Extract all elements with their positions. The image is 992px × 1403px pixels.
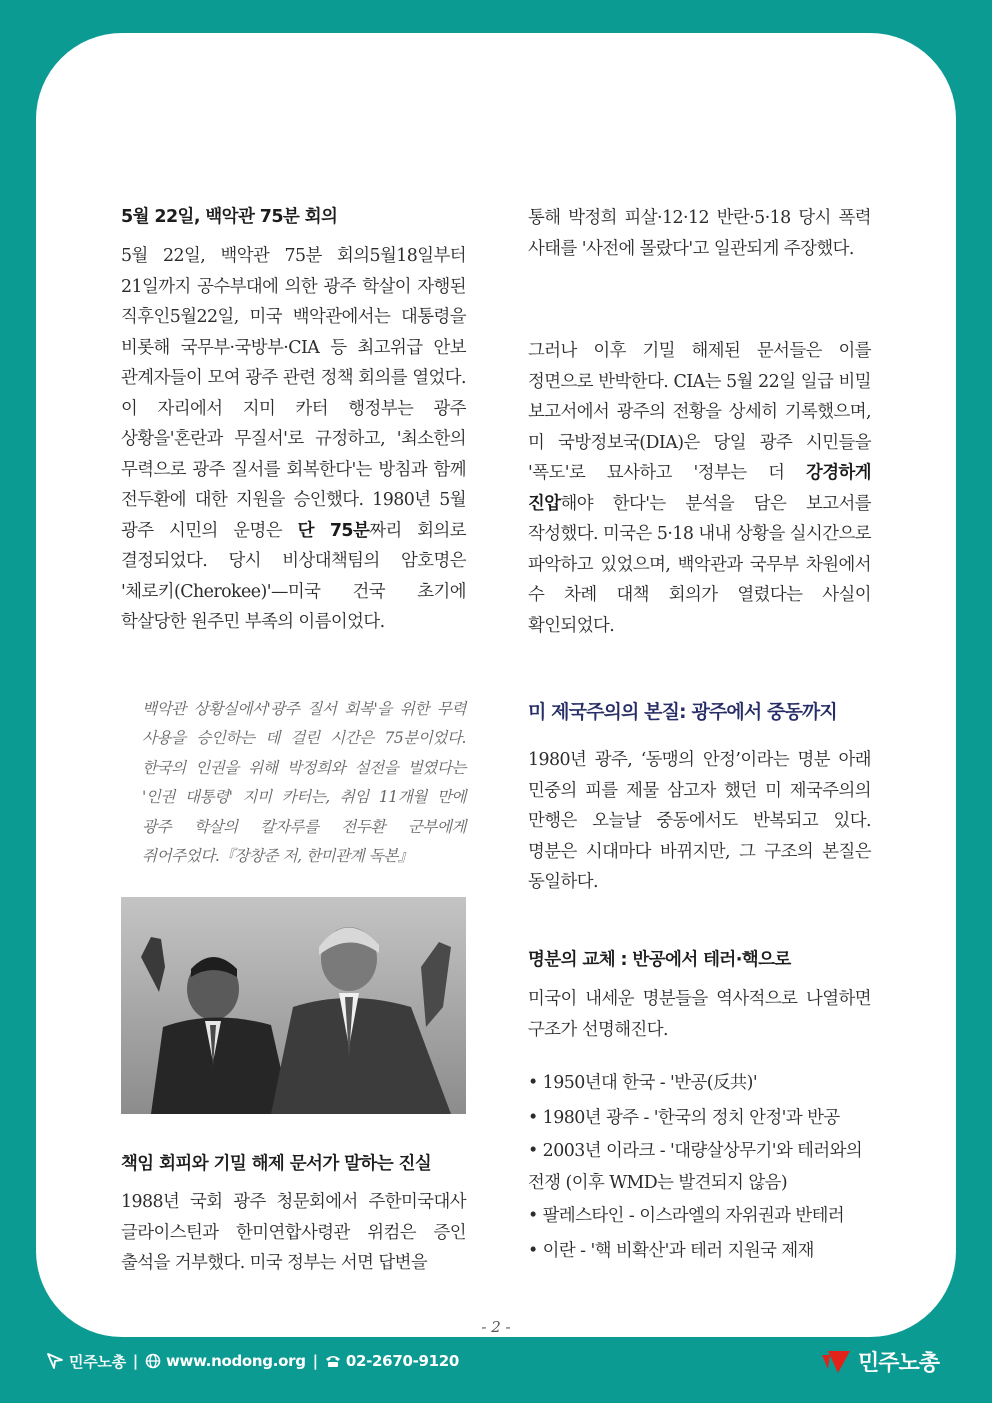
paragraph-white-house-meeting [121,241,466,638]
footer-contact [46,1350,459,1372]
text-run: 해야 한다'는 분석을 담은 보고서를 작성했다. 미국은 5·18 내내 상황을 실시간으로 파악하고 있었으며, 백악관과 국무부 차원에서 수 차례 대책 회의가 열렸다는 사실이 확인되었다. [528,493,871,636]
heading-pretext-change: 명분의 교체 : 반공에서 테러·핵으로 [528,950,791,970]
paragraph-denial: 통해 박정희 피살·12·12 반란·5·18 당시 폭력 사태를 '사전에 몰랐다'고 일관되게 주장했다. [528,208,871,259]
quote-block: 백악관 상황실에서'광주 질서 회복'을 위한 무력 사용을 승인하는 데 걸린 시간은 75분이었다. 한국의 인권을 위해 박정희와 설전을 벌였다는 '인권 대통령' 지미 카터는, 취임 11개월 만에 광주 학살의 칼자루를 전두환 군부에게 쥐어주었다.『장창준 저, 한미관계 독본』 [142,700,466,866]
heading-responsibility-avoidance: 책임 회피와 기밀 해제 문서가 말하는 진실 [121,1154,432,1174]
globe-icon [145,1353,161,1369]
pretext-list [528,1066,871,1268]
send-icon [46,1352,64,1370]
section-title-imperialism: 미 제국주의의 본질: 광주에서 중동까지 [528,701,837,723]
text-run: 그러나 이후 기밀 해제된 문서들은 이를 정면으로 반박한다. CIA는 5월 22일 일급 비밀 보고서에서 광주의 전황을 상세히 기록했으며, 미 국방정보국(DIA)은 당일 광주 시민들을 '폭도'로 묘사하고 '정부는 더 [528,341,871,483]
list-item: • 팔레스타인 - 이스라엘의 자위권과 반테러 [528,1206,845,1226]
paragraph-hearing: 1988년 국회 광주 청문회에서 주한미국대사 글라이스틴과 한미연합사령관 위컴은 증인 출석을 거부했다. 미국 정부는 서면 답변을 [121,1192,466,1273]
emphasis-text: 단 75분 [297,520,370,541]
footer-phone[interactable]: 02-2670-9120 [345,1352,460,1370]
page-number: - 2 - [481,1318,511,1336]
separator: | [312,1352,318,1370]
list-item: • 1980년 광주 - '한국의 정치 안정'과 반공 [528,1107,840,1128]
separator: | [132,1352,138,1370]
list-item: • 이란 - '핵 비확산'과 테러 지원국 제재 [528,1240,814,1261]
photo-park-carter [121,897,466,1114]
paragraph-essence: 1980년 광주, ‘동맹의 안정’이라는 명분 아래 민중의 피를 제물 삼고자 했던 미 제국주의의 만행은 오늘날 중동에서도 반복되고 있다. 명분은 시대마다 바뀌지만, 그 구조의 본질은 동일하다. [528,750,871,892]
list-item: • 2003년 이라크 - '대량살상무기'와 테러와의 전쟁 (이후 WMD는 발견되지 않음) [528,1141,863,1193]
footer-org: 민주노총 [69,1352,126,1371]
photo-illustration [121,897,466,1114]
paragraph-declassified [528,336,871,641]
emphasis-text: 강경하게 진압 [528,463,871,514]
logo-mark-icon [822,1349,852,1375]
footer-logo [822,1346,939,1377]
list-item: • 1950년대 한국 - '반공(反共)' [528,1073,758,1093]
heading-white-house-meeting: 5월 22일, 백악관 75분 회의 [121,207,338,227]
text-run: 짜리 회의로 결정되었다. 당시 비상대책팀의 암호명은 '체로키(Cherokee)'—미국 건국 초기에 학살당한 원주민 부족의 이름이었다. [121,520,466,632]
footer-website[interactable]: www.nodong.org [165,1352,306,1370]
logo-text: 민주노총 [858,1351,940,1376]
text-run: 5월 22일, 백악관 75분 회의5월18일부터 21일까지 공수부대에 의한 광주 학살이 자행된 직후인5월22일, 미국 백악관에서는 대통령을 비롯해 국무부·국방부·CIA 등 최고위급 안보 관계자들이 모여 광주 관련 정책 회의를 열었다. 이 자리에서 지미 카터 행정부는 광주 상황을'혼란과 무질서'로 규정하고, '최소한의 무력으로 광주 질서를 회복한다'는 방침과 함께 전두환에 대한 지원을 승인했다. 1980년 5월 광주 시민의 운명은 [121,246,466,541]
paragraph-pretext-intro: 미국이 내세운 명분들을 역사적으로 나열하면 구조가 선명해진다. [528,989,871,1040]
phone-icon [325,1354,341,1368]
